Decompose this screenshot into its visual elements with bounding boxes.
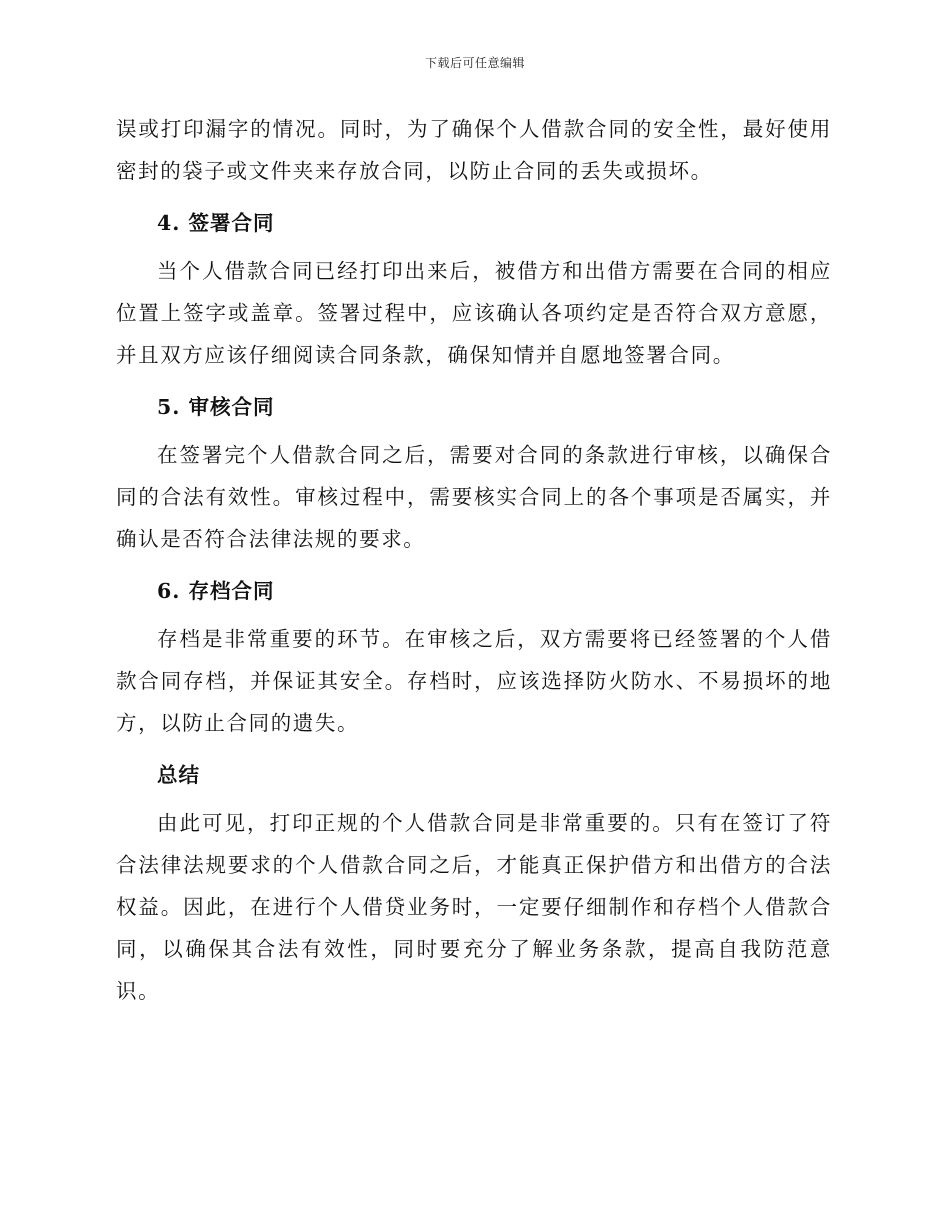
page-header: 下载后可任意编辑 xyxy=(424,56,525,70)
summary-paragraph: 由此可见，打印正规的个人借款合同是非常重要的。只有在签订了符合法律法规要求的个人借款合同之后，才能真正保护借方和出借方的合法权益。因此，在进行个人借贷业务时，一定要仔细制作和存档个人借款合同，以确保其合法有效性，同时要充分了解业务条款，提高自我防范意识。 xyxy=(116,811,832,1003)
section-heading-archive: 6. 存档合同 xyxy=(157,579,275,603)
review-paragraph: 在签署完个人借款合同之后，需要对合同的条款进行审核，以确保合同的合法有效性。审核过程中，需要核实合同上的各个事项是否属实，并确认是否符合法律法规的要求。 xyxy=(116,443,832,551)
section-heading-sign: 4. 签署合同 xyxy=(157,211,275,235)
intro-paragraph: 误或打印漏字的情况。同时，为了确保个人借款合同的安全性，最好使用密封的袋子或文件夹来存放合同，以防止合同的丢失或损坏。 xyxy=(116,117,832,183)
sign-paragraph: 当个人借款合同已经打印出来后，被借方和出借方需要在合同的相应位置上签字或盖章。签署过程中，应该确认各项约定是否符合双方意愿，并且双方应该仔细阅读合同条款，确保知情并自愿地签署合同。 xyxy=(116,259,832,367)
document-body xyxy=(116,108,832,1012)
section-heading-review: 5. 审核合同 xyxy=(157,395,275,419)
archive-paragraph: 存档是非常重要的环节。在审核之后，双方需要将已经签署的个人借款合同存档，并保证其安全。存档时，应该选择防火防水、不易损坏的地方，以防止合同的遗失。 xyxy=(116,627,832,735)
section-heading-summary: 总结 xyxy=(157,763,200,787)
